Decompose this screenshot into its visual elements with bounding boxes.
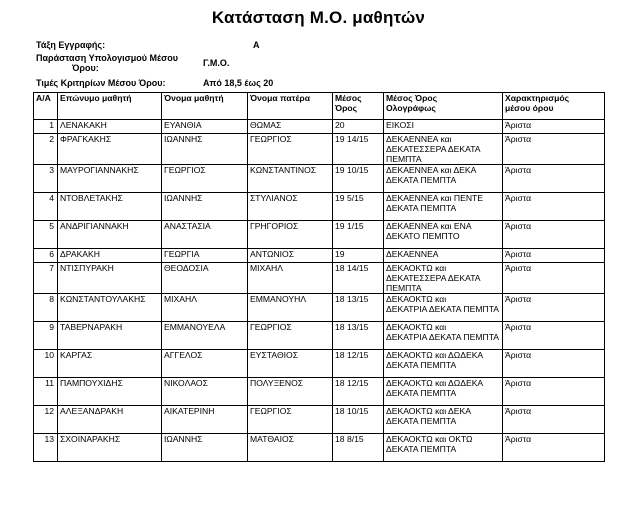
- table-row: [34, 322, 605, 350]
- average-words-line1: ΔΕΚΑΟΚΤΩ και: [386, 322, 447, 332]
- header-surname: Επώνυμο μαθητή: [58, 93, 162, 120]
- table-row: [34, 263, 605, 294]
- calc-label-line2: Όρου:: [72, 63, 99, 73]
- cell-name: ΓΕΩΡΓΙΑ: [162, 249, 248, 263]
- cell-name: ΙΩΑΝΝΗΣ: [162, 134, 248, 165]
- cell-aa: 12: [34, 406, 58, 434]
- table-row: [34, 193, 605, 221]
- average-words-line1: ΔΕΚΑΟΚΤΩ και ΔΩΔΕΚΑ: [386, 378, 484, 388]
- cell-name: ΓΕΩΡΓΙΟΣ: [162, 165, 248, 193]
- cell-average-words: [384, 249, 503, 263]
- average-words-line2: ΔΕΚΑΤΟ ΠΕΜΠΤΟ: [386, 231, 460, 241]
- cell-characterization: Άριστα: [503, 263, 605, 294]
- table-row: [34, 378, 605, 406]
- cell-average: 19 10/15: [333, 165, 384, 193]
- header-characterization-line1: Χαρακτηρισμός: [505, 93, 570, 103]
- cell-name: ΜΙΧΑΗΛ: [162, 294, 248, 322]
- cell-name: ΕΜΜΑΝΟΥΕΛΑ: [162, 322, 248, 350]
- cell-characterization: Άριστα: [503, 294, 605, 322]
- cell-aa: 1: [34, 120, 58, 134]
- cell-average: 18 14/15: [333, 263, 384, 294]
- header-average-line2: Όρος: [335, 103, 358, 113]
- range-label: Τιμές Κριτηρίων Μέσου Όρου:: [36, 78, 166, 88]
- cell-surname: ΝΤΙΣΠΥΡΑΚΗ: [58, 263, 162, 294]
- header-aa: Α/Α: [34, 93, 58, 120]
- header-average-words-line2: Ολογράφως: [386, 103, 436, 113]
- average-words-line2: ΔΕΚΑΤΑ ΠΕΜΠΤΑ: [386, 175, 457, 185]
- cell-father: ΕΥΣΤΑΘΙΟΣ: [248, 350, 333, 378]
- average-words-line1: ΔΕΚΑΕΝΝΕΑ και ΔΕΚΑ: [386, 165, 477, 175]
- cell-characterization: Άριστα: [503, 120, 605, 134]
- cell-surname: ΔΡΑΚΑΚΗ: [58, 249, 162, 263]
- cell-name: ΙΩΑΝΝΗΣ: [162, 193, 248, 221]
- class-label: Τάξη Εγγραφής:: [36, 40, 106, 50]
- cell-name: ΝΙΚΟΛΑΟΣ: [162, 378, 248, 406]
- calc-row: [0, 53, 637, 75]
- cell-father: ΓΕΩΡΓΙΟΣ: [248, 406, 333, 434]
- class-value: Α: [253, 40, 260, 50]
- cell-surname: ΑΝΔΡΙΓΙΑΝΝΑΚΗ: [58, 221, 162, 249]
- cell-surname: ΛΕΝΑΚΑΚΗ: [58, 120, 162, 134]
- cell-average-words: [384, 120, 503, 134]
- cell-average-words: [384, 134, 503, 165]
- cell-average: 18 8/15: [333, 434, 384, 462]
- cell-average-words: [384, 322, 503, 350]
- document-title: Κατάσταση Μ.Ο. μαθητών: [211, 8, 426, 27]
- cell-aa: 13: [34, 434, 58, 462]
- cell-name: ΙΩΑΝΝΗΣ: [162, 434, 248, 462]
- class-row: [0, 40, 637, 52]
- cell-name: ΕΥΑΝΘΙΑ: [162, 120, 248, 134]
- cell-characterization: Άριστα: [503, 249, 605, 263]
- cell-father: ΘΩΜΑΣ: [248, 120, 333, 134]
- cell-aa: 2: [34, 134, 58, 165]
- average-words-line1: ΔΕΚΑΕΝΝΕΑ και ΠΕΝΤΕ: [386, 193, 484, 203]
- cell-surname: ΦΡΑΓΚΑΚΗΣ: [58, 134, 162, 165]
- cell-average-words: [384, 263, 503, 294]
- header-characterization-line2: μέσου όρου: [505, 103, 554, 113]
- average-words-line2: ΔΕΚΑΤΑ ΠΕΜΠΤΑ: [386, 360, 457, 370]
- cell-surname: ΣΧΟΙΝΑΡΑΚΗΣ: [58, 434, 162, 462]
- cell-average-words: [384, 193, 503, 221]
- cell-average: 18 13/15: [333, 294, 384, 322]
- table-row: [34, 434, 605, 462]
- table-header-row: [34, 93, 605, 120]
- header-average-words: [384, 93, 503, 120]
- cell-aa: 9: [34, 322, 58, 350]
- average-words-line1: ΔΕΚΑΕΝΝΕΑ και: [386, 134, 452, 144]
- table-row: [34, 120, 605, 134]
- cell-father: ΓΕΩΡΓΙΟΣ: [248, 134, 333, 165]
- table-row: [34, 165, 605, 193]
- cell-father: ΣΤΥΛΙΑΝΟΣ: [248, 193, 333, 221]
- cell-characterization: Άριστα: [503, 165, 605, 193]
- average-words-line2: ΔΕΚΑΤΑ ΠΕΜΠΤΑ: [386, 416, 457, 426]
- table-row: [34, 249, 605, 263]
- cell-average: 19 1/15: [333, 221, 384, 249]
- cell-surname: ΜΑΥΡΟΓΙΑΝΝΑΚΗΣ: [58, 165, 162, 193]
- cell-characterization: Άριστα: [503, 134, 605, 165]
- cell-average-words: [384, 221, 503, 249]
- table-row: [34, 350, 605, 378]
- cell-father: ΓΡΗΓΟΡΙΟΣ: [248, 221, 333, 249]
- cell-aa: 4: [34, 193, 58, 221]
- range-value: Από 18,5 έως 20: [203, 78, 274, 88]
- cell-average: 20: [333, 120, 384, 134]
- average-words-line1: ΔΕΚΑΟΚΤΩ και ΟΚΤΩ: [386, 434, 473, 444]
- cell-characterization: Άριστα: [503, 322, 605, 350]
- cell-father: ΜΑΤΘΑΙΟΣ: [248, 434, 333, 462]
- cell-surname: ΚΑΡΓΑΣ: [58, 350, 162, 378]
- cell-surname: ΝΤΟΒΛΕΤΑΚΗΣ: [58, 193, 162, 221]
- cell-characterization: Άριστα: [503, 378, 605, 406]
- table-row: [34, 221, 605, 249]
- table-row: [34, 294, 605, 322]
- table-row: [34, 134, 605, 165]
- cell-surname: ΚΩΝΣΤΑΝΤΟΥΛΑΚΗΣ: [58, 294, 162, 322]
- cell-aa: 8: [34, 294, 58, 322]
- cell-surname: ΑΛΕΞΑΝΔΡΑΚΗ: [58, 406, 162, 434]
- header-father: Όνομα πατέρα: [248, 93, 333, 120]
- calc-label-line1: Παράσταση Υπολογισμού Μέσου: [36, 53, 178, 63]
- average-words-line2: ΔΕΚΑΤΑ ΠΕΜΠΤΑ: [386, 203, 457, 213]
- average-words-line1: ΔΕΚΑΟΚΤΩ και: [386, 263, 447, 273]
- cell-average-words: [384, 350, 503, 378]
- header-characterization: [503, 93, 605, 120]
- cell-average: 19 5/15: [333, 193, 384, 221]
- cell-aa: 6: [34, 249, 58, 263]
- table-row: [34, 406, 605, 434]
- average-words-line2: ΔΕΚΑΤΕΣΣΕΡΑ ΔΕΚΑΤΑ ΠΕΜΠΤΑ: [386, 273, 481, 293]
- average-words-line2: ΔΕΚΑΤΑ ΠΕΜΠΤΑ: [386, 388, 457, 398]
- cell-average-words: [384, 406, 503, 434]
- cell-father: ΓΕΩΡΓΙΟΣ: [248, 322, 333, 350]
- header-average-words-line1: Μέσος Όρος: [386, 93, 438, 103]
- range-row: [0, 78, 637, 90]
- cell-average-words: [384, 434, 503, 462]
- calc-value: Γ.Μ.Ο.: [203, 58, 230, 68]
- cell-average: 19: [333, 249, 384, 263]
- cell-average: 18 12/15: [333, 350, 384, 378]
- cell-name: ΑΙΚΑΤΕΡΙΝΗ: [162, 406, 248, 434]
- cell-aa: 7: [34, 263, 58, 294]
- cell-average: 18 10/15: [333, 406, 384, 434]
- header-average-line1: Μέσος: [335, 93, 362, 103]
- average-words-line2: ΔΕΚΑΤΑ ΠΕΜΠΤΑ: [386, 444, 457, 454]
- cell-characterization: Άριστα: [503, 434, 605, 462]
- cell-characterization: Άριστα: [503, 406, 605, 434]
- average-words-line1: ΔΕΚΑΟΚΤΩ και ΔΕΚΑ: [386, 406, 471, 416]
- cell-average-words: [384, 165, 503, 193]
- average-words-line2: ΔΕΚΑΤΕΣΣΕΡΑ ΔΕΚΑΤΑ ΠΕΜΠΤΑ: [386, 144, 481, 164]
- average-words-line1: ΔΕΚΑΕΝΝΕΑ και ΕΝΑ: [386, 221, 472, 231]
- cell-average-words: [384, 378, 503, 406]
- average-words-line1: ΔΕΚΑΟΚΤΩ και: [386, 294, 447, 304]
- cell-father: ΑΝΤΩΝΙΟΣ: [248, 249, 333, 263]
- cell-father: ΕΜΜΑΝΟΥΗΛ: [248, 294, 333, 322]
- cell-name: ΑΝΑΣΤΑΣΙΑ: [162, 221, 248, 249]
- cell-characterization: Άριστα: [503, 193, 605, 221]
- cell-aa: 5: [34, 221, 58, 249]
- cell-father: ΜΙΧΑΗΛ: [248, 263, 333, 294]
- header-name: Όνομα μαθητή: [162, 93, 248, 120]
- students-table: [33, 92, 605, 462]
- cell-average-words: [384, 294, 503, 322]
- cell-characterization: Άριστα: [503, 350, 605, 378]
- cell-father: ΚΩΝΣΤΑΝΤΙΝΟΣ: [248, 165, 333, 193]
- average-words-line2: ΔΕΚΑΤΡΙΑ ΔΕΚΑΤΑ ΠΕΜΠΤΑ: [386, 332, 500, 342]
- cell-name: ΑΓΓΕΛΟΣ: [162, 350, 248, 378]
- cell-characterization: Άριστα: [503, 221, 605, 249]
- average-words-line2: ΔΕΚΑΤΡΙΑ ΔΕΚΑΤΑ ΠΕΜΠΤΑ: [386, 304, 500, 314]
- cell-average: 19 14/15: [333, 134, 384, 165]
- average-words-line1: ΔΕΚΑΕΝΝΕΑ: [386, 249, 439, 259]
- cell-aa: 3: [34, 165, 58, 193]
- average-words-line1: ΕΙΚΟΣΙ: [386, 120, 414, 130]
- cell-aa: 10: [34, 350, 58, 378]
- cell-aa: 11: [34, 378, 58, 406]
- cell-average: 18 13/15: [333, 322, 384, 350]
- cell-father: ΠΟΛΥΞΕΝΟΣ: [248, 378, 333, 406]
- cell-surname: ΠΑΜΠΟΥΧΙΔΗΣ: [58, 378, 162, 406]
- cell-average: 18 12/15: [333, 378, 384, 406]
- average-words-line1: ΔΕΚΑΟΚΤΩ και ΔΩΔΕΚΑ: [386, 350, 484, 360]
- cell-name: ΘΕΟΔΟΣΙΑ: [162, 263, 248, 294]
- cell-surname: ΤΑΒΕΡΝΑΡΑΚΗ: [58, 322, 162, 350]
- header-average: [333, 93, 384, 120]
